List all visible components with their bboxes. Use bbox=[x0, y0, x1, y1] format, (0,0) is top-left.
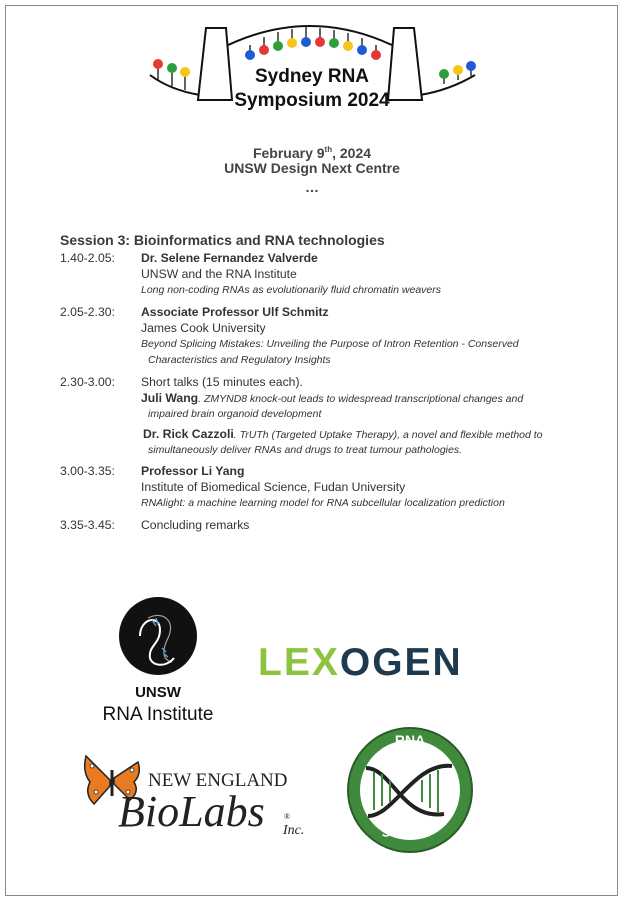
date-suffix: , 2024 bbox=[332, 145, 372, 161]
event-title-line2: Symposium 2024 bbox=[234, 90, 390, 111]
talk-title: RNAlight: a machine learning model for RNA subcellular localization prediction bbox=[141, 497, 505, 509]
speaker-name: Professor Li Yang bbox=[141, 464, 245, 478]
time-slot: 1.40-2.05: bbox=[60, 251, 115, 265]
talk-title: Long non-coding RNAs as evolutionarily fluid chromatin weavers bbox=[141, 284, 441, 296]
speaker-affiliation: UNSW and the RNA Institute bbox=[141, 267, 297, 281]
neb-inc: Inc. bbox=[283, 823, 305, 838]
date-prefix: February 9 bbox=[252, 145, 325, 161]
time-slot: 3.00-3.35: bbox=[60, 464, 115, 478]
talk-title: TrUTh (Targeted Uptake Therapy), a novel and flexible method to bbox=[239, 429, 543, 441]
neb-registered: ® bbox=[284, 812, 291, 821]
time-slot: 2.05-2.30: bbox=[60, 305, 115, 319]
speaker-name: Dr. Selene Fernandez Valverde bbox=[141, 251, 318, 265]
short-talks-label: Short talks (15 minutes each). bbox=[141, 375, 303, 389]
neb-new-england: NEW ENGLAND bbox=[148, 770, 288, 791]
talk-title-cont: impaired brain organoid development bbox=[148, 408, 322, 420]
talk-title-cont: simultaneously deliver RNAs and drugs to treat tumour pathologies. bbox=[148, 444, 462, 456]
time-slot: 2.30-3.00: bbox=[60, 375, 115, 389]
lexogen-wordmark: LEXOGEN bbox=[258, 641, 463, 684]
speaker-name: Juli Wang bbox=[141, 391, 199, 405]
date-sup: th bbox=[324, 145, 333, 154]
speaker-affiliation: James Cook University bbox=[141, 321, 266, 335]
rna-society-top-text: RNA bbox=[394, 732, 426, 748]
event-venue: UNSW Design Next Centre bbox=[224, 160, 400, 176]
talk-title: Beyond Splicing Mistakes: Unveiling the Purpose of Intron Retention - Conserved bbox=[141, 338, 519, 350]
session-title: Session 3: Bioinformatics and RNA technologies bbox=[60, 232, 385, 248]
speaker-name: Associate Professor Ulf Schmitz bbox=[141, 305, 329, 319]
ellipsis: … bbox=[305, 179, 319, 195]
unsw-rna-institute-logo bbox=[118, 596, 198, 676]
rna-society-bottom-text: SOCIETY bbox=[380, 819, 440, 840]
neb-biolabs: BioLabs bbox=[118, 787, 265, 836]
speaker-name: Dr. Rick Cazzoli bbox=[143, 427, 234, 441]
speaker-affiliation: Institute of Biomedical Science, Fudan University bbox=[141, 480, 406, 494]
unsw-name: UNSW bbox=[135, 684, 181, 701]
event-title-line1: Sydney RNA bbox=[254, 66, 370, 87]
rna-institute-name: RNA Institute bbox=[102, 704, 214, 725]
time-slot: 3.35-3.45: bbox=[60, 518, 115, 532]
talk-title-cont: Characteristics and Regulatory Insights bbox=[148, 354, 331, 366]
talk-title: ZMYND8 knock-out leads to widespread transcriptional changes and bbox=[203, 393, 524, 405]
lexogen-logo bbox=[258, 640, 463, 686]
concluding-remarks: Concluding remarks bbox=[141, 518, 250, 532]
